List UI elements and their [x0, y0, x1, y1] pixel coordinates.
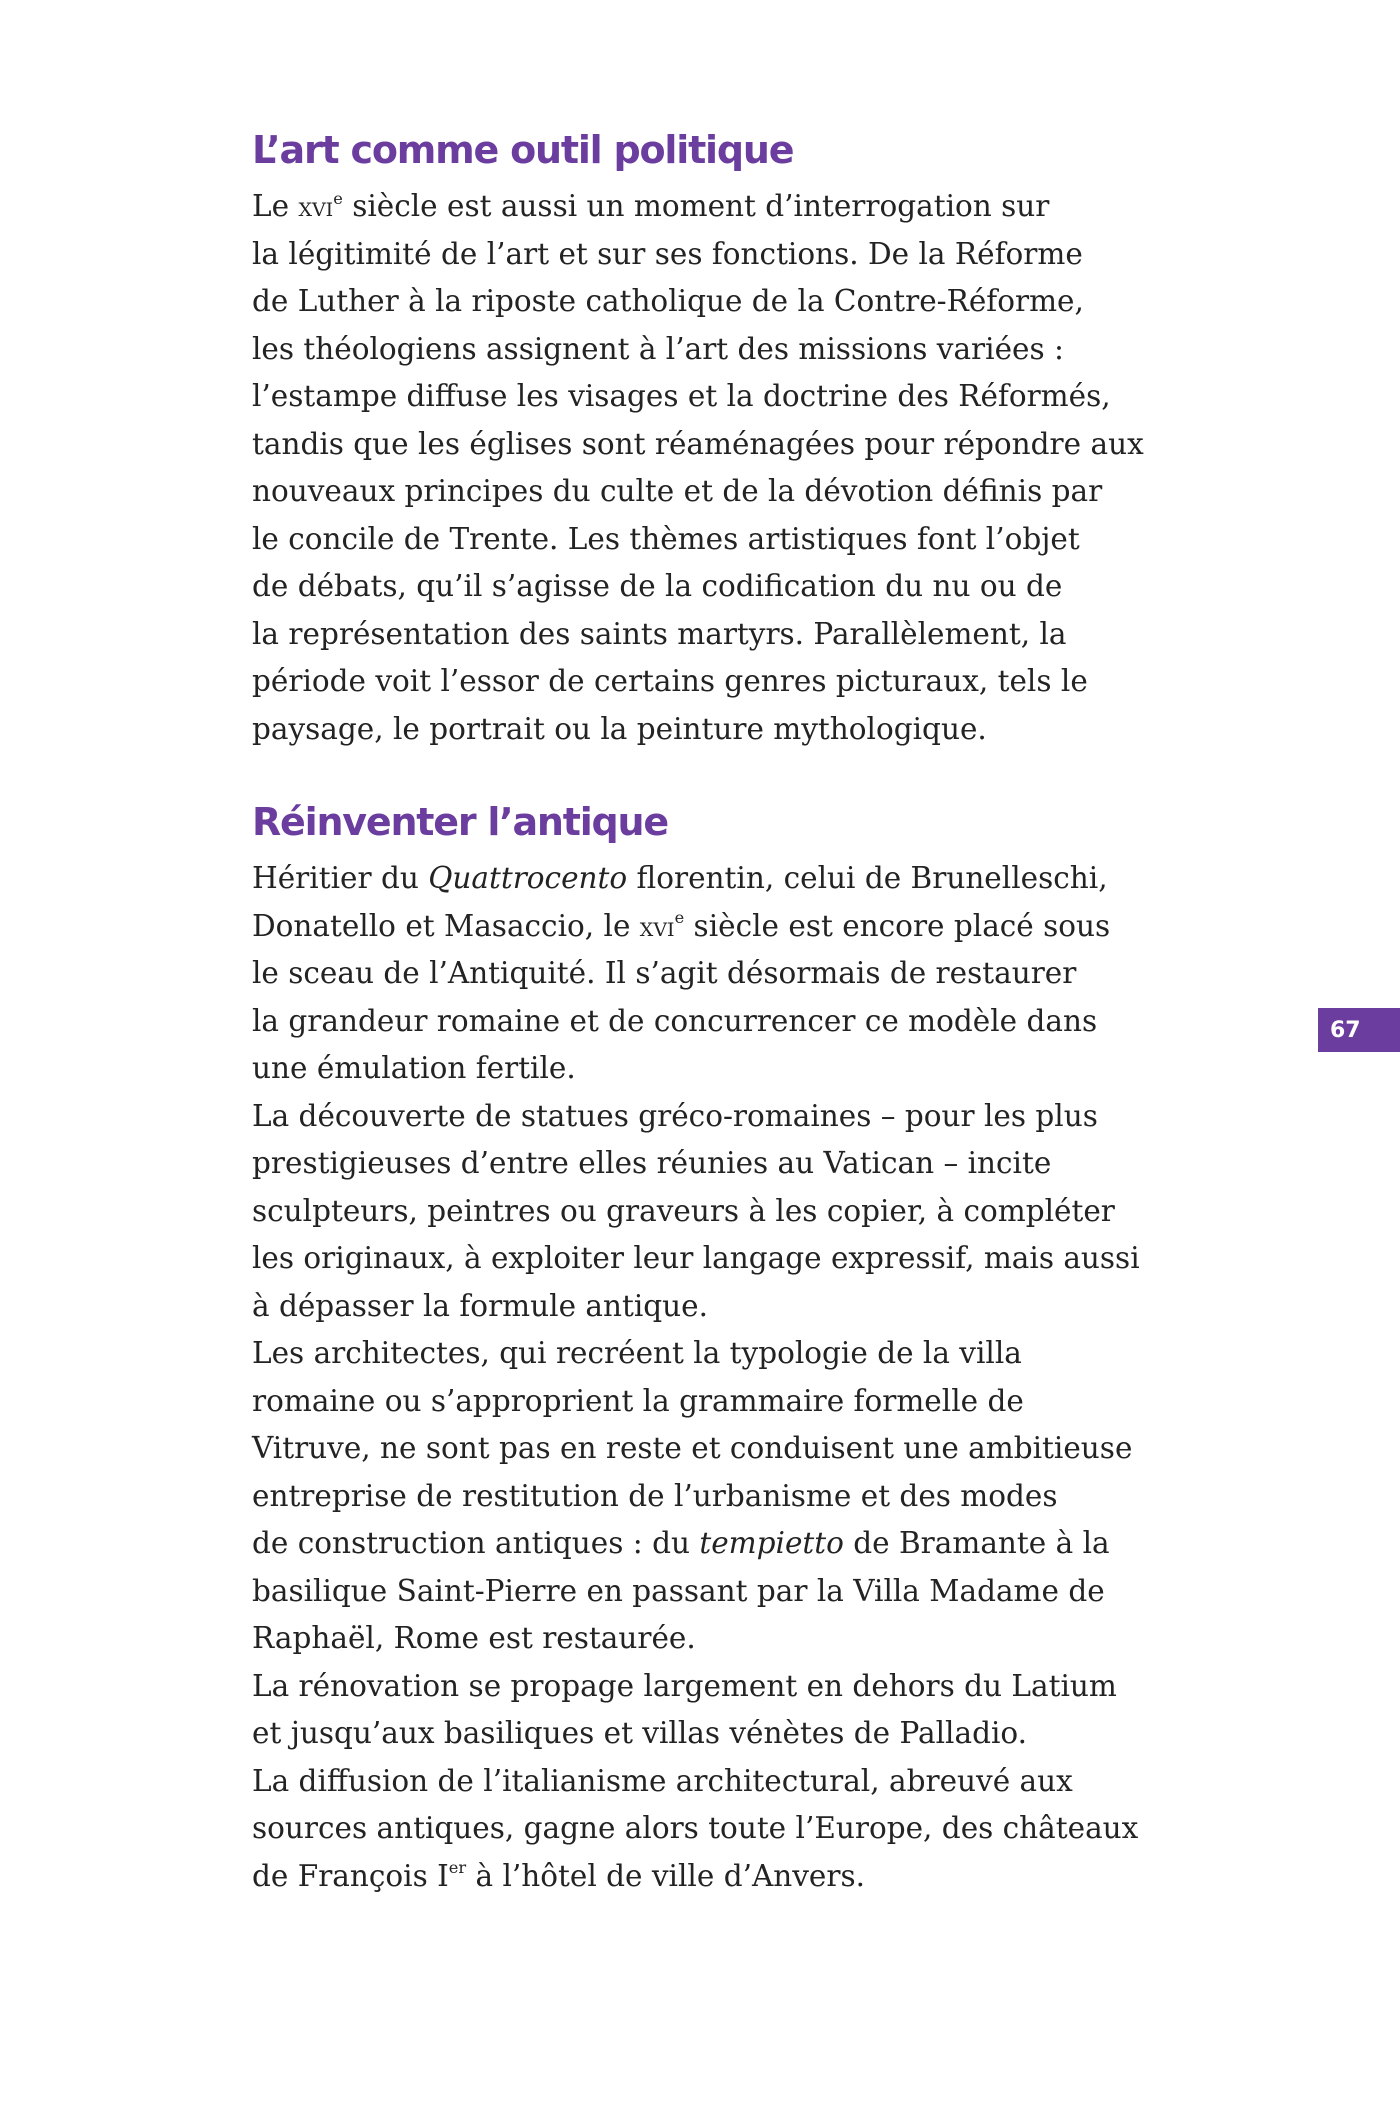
text-line: Donatello et Masaccio, le xvi$^e$ siècle est encore placé sous: [252, 908, 1111, 943]
text-line: de construction antiques : du tempietto de Bramante à la: [252, 1526, 1110, 1560]
text-line: La diffusion de l’italianisme architectural, abreuvé aux: [252, 1763, 1073, 1798]
text-line: Raphaël, Rome est restaurée.: [252, 1621, 696, 1655]
text-line: à dépasser la formule antique.: [252, 1288, 709, 1323]
section-body-politique: [252, 183, 1152, 753]
text-line: Héritier du Quattrocento florentin, celui de Brunelleschi,: [252, 861, 1108, 895]
text-line: les théologiens assignent à l’art des missions variées :: [252, 331, 1064, 366]
text-line: entreprise de restitution de l’urbanisme et des modes: [252, 1478, 1058, 1513]
superscript: er: [448, 1858, 467, 1878]
text-line: nouveaux principes du culte et de la dévotion définis par: [252, 474, 1103, 508]
text-line: période voit l’essor de certains genres picturaux, tels le: [252, 664, 1088, 698]
text-line: la grandeur romaine et de concurrencer ce modèle dans: [252, 1003, 1098, 1038]
century-numeral: xvi: [298, 192, 334, 223]
text-line: La découverte de statues gréco-romaines – pour les plus: [252, 1098, 1098, 1133]
section-body-antique: [252, 855, 1152, 1900]
text-line: le concile de Trente. Les thèmes artistiques font l’objet: [252, 521, 1080, 556]
text-line: sculpteurs, peintres ou graveurs à les copier, à compléter: [252, 1193, 1115, 1228]
text-line: les originaux, à exploiter leur langage expressif, mais aussi: [252, 1241, 1140, 1275]
text-line: prestigieuses d’entre elles réunies au Vatican – incite: [252, 1146, 1052, 1180]
text-line: la légitimité de l’art et sur ses fonctions. De la Réforme: [252, 236, 1083, 271]
superscript: e: [674, 908, 685, 928]
text-line: Le xvi$^e$ siècle est aussi un moment d’interrogation sur: [252, 188, 1050, 223]
section-heading-antique: Réinventer l’antique: [252, 800, 668, 844]
text-line: Les architectes, qui recréent la typologie de la villa: [252, 1336, 1022, 1370]
text-line: tandis que les églises sont réaménagées pour répondre aux: [252, 426, 1144, 461]
text-line: basilique Saint-Pierre en passant par la Villa Madame de: [252, 1573, 1105, 1608]
text-line: de Luther à la riposte catholique de la Contre-Réforme,: [252, 284, 1084, 318]
page-number: 67: [1330, 1017, 1361, 1043]
text-line: Vitruve, ne sont pas en reste et conduisent une ambitieuse: [252, 1431, 1133, 1465]
text-line: l’estampe diffuse les visages et la doctrine des Réformés,: [252, 379, 1111, 413]
text-line: le sceau de l’Antiquité. Il s’agit désormais de restaurer: [252, 956, 1077, 990]
text-line: la représentation des saints martyrs. Parallèlement, la: [252, 616, 1067, 651]
text-line: et jusqu’aux basiliques et villas vénètes de Palladio.: [252, 1716, 1028, 1750]
text-line: paysage, le portrait ou la peinture mythologique.: [252, 711, 987, 746]
italic-text: Quattrocento: [428, 861, 628, 895]
text-line: de débats, qu’il s’agisse de la codification du nu ou de: [252, 569, 1063, 603]
text-line: une émulation fertile.: [252, 1051, 576, 1085]
text-line: La rénovation se propage largement en dehors du Latium: [252, 1668, 1117, 1703]
italic-text: tempietto: [699, 1526, 844, 1560]
text-line: sources antiques, gagne alors toute l’Europe, des châteaux: [252, 1811, 1139, 1845]
page-content: [252, 125, 1152, 1900]
section-heading-politique: L’art comme outil politique: [252, 128, 794, 172]
page-number-tab: [1318, 1008, 1400, 1052]
text-line: romaine ou s’approprient la grammaire formelle de: [252, 1383, 1024, 1418]
superscript: e: [333, 188, 343, 208]
text-line: de François Ier à l’hôtel de ville d’Anvers.: [252, 1858, 865, 1893]
century-numeral: xvi: [639, 911, 675, 943]
